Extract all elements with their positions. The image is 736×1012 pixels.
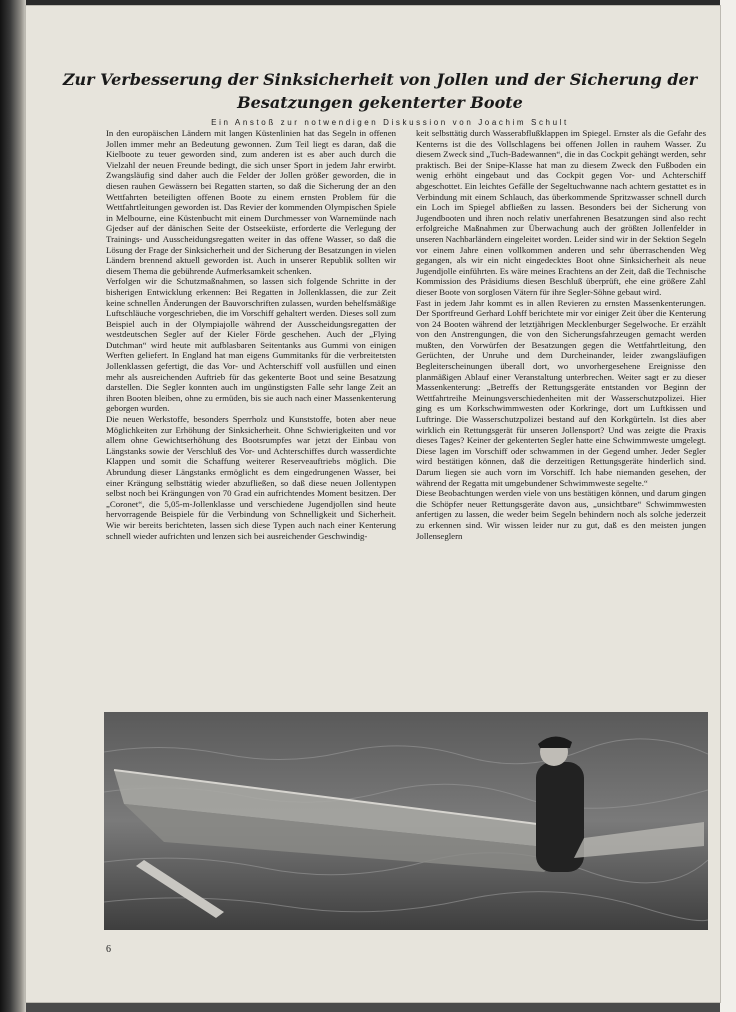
paragraph: In den europäischen Ländern mit langen Küstenlinien hat das Segeln in offenen Jollen immer mehr an Bedeutung gewonnen. Zum Teil liegt es daran, daß die Kielboote zu teuer geworden sind, zum anderen ist es aber auch durch die Vielzahl der neuen Freunde bedingt, die sich unser Sport in jedem Jahr erwirbt. Zwangsläufig sind daher auch die Felder der Jollen größer geworden, die in diesen rauhen Gewässern bei Regatten starten, so daß die Sicherung der an den Wettfahrten beteiligten offenen Boote zu einem ernsten Problem für die Wettfahrtleitungen geworden ist. Das Revier der kommenden Olympischen Spiele in Melbourne, eine Küstenbucht mit einem Durchmesser von Warnemünde nach Gjedser auf der dänischen Seite der Ostseeküste, erforderte die Verlegung der Trainings- und Ausscheidungsregatten weiter in das offene Wasser, so daß die Lösung der Frage der Sinksicherheit und der Sicherung der Besatzungen in vielen Ländern brennend aktuell geworden ist. Auch in unserer Republik sollten wir diesem Thema die gebührende Aufmerksamkeit schenken. bbox=[106, 128, 396, 276]
book-binding-edge bbox=[0, 0, 26, 1012]
text-column-right bbox=[416, 128, 706, 698]
paragraph: Die neuen Werkstoffe, besonders Sperrholz und Kunststoffe, boten aber neue Möglichkeiten zur Erhöhung der Sinksicherheit. Ohne Schwierigkeiten und vor allem ohne Gewichtserhöhung des Bootsrumpfes war jetzt der Einbau von Längstanks sowie der Verschluß des Vor- und Achterschiffes durch wasserdichte Klappen und somit die Schaffung weiterer Reserveauftriebs möglich. Die Abrundung dieser Längstanks ermöglicht es dem eingedrungenen Wasser, bei einer Krängung selbsttätig wieder abzufließen, so daß diese neuen Jollentypen selbst noch bei Krängungen von 70 Grad ein aufrichtendes Moment besitzen. Der „Coronet“, die 5,05-m-Jollenklasse und verschiedene Jugendjollen sind heute hervorragende Beispiele für die Verbindung von Schnelligkeit und Sicherheit. Wie wir bereits berichteten, lassen sich diese Typen auch nach einer Kenterung schnell wieder aufrichten und lenzen sich bei ausreichender Geschwindig- bbox=[106, 414, 396, 541]
paragraph: keit selbsttätig durch Wasserabflußklappen im Spiegel. Ernster als die Gefahr des Kenterns ist die des Vollschlagens bei offenen Jollen in rauhem Wasser. Zu diesem Zweck sind „Tuch-Badewannen“, die in das Cockpit gehängt werden, sehr praktisch. Bei der Snipe-Klasse hat man zu diesem Zweck den Fußboden ein wenig erhöht eingebaut und das Cockpit gegen Vor- und Achterschiff abgeschottet. Ein leichtes Gefälle der Segeltuchwanne nach achtern gestattet es in Verbindung mit einem Schlauch, das überkommende Spritzwasser schnell durch ein Loch im Spiegel abfließen zu lassen. Besonders bei der Sicherung von Jugendbooten und ihren noch relativ unerfahrenen Besatzungen sind also recht erfolgreiche Maßnahmen zur Überwachung auch der größten Jollenfelder in unseren Nachbarländern eingeleitet worden. Leider sind wir in der Sektion Segeln vor einem Jahre einen vollkommen anderen und sehr überraschenden Weg gegangen, als wir ein nicht eingedecktes Boot ohne Sinksicherheit als neue Jugendjolle einführten. Es wäre meines Erachtens an der Zeit, daß die Technische Kommission des Präsidiums diesen Beschluß überprüft, ehe eine größere Zahl dieser Boote von sorglosen Vätern für ihre Segler-Söhne gebaut wird. bbox=[416, 128, 706, 297]
article-subtitle: Ein Anstoß zur notwendigen Diskussion von Joachim Schult bbox=[211, 118, 569, 127]
article-title: Zur Verbesserung der Sinksicherheit von Jollen und der Sicherung der Besatzungen gekenterter Boote bbox=[62, 70, 698, 112]
capsized-dinghy-photo bbox=[104, 712, 708, 930]
paragraph: Verfolgen wir die Schutzmaßnahmen, so lassen sich folgende Schritte in der bisherigen Entwicklung erkennen: Bei Regatten in Jollenklassen, die zur Zeit keine schnellen Änderungen der Bauvorschriften zulassen, wurden behelfsmäßige Luftschläuche vorgeschrieben, die im Vorschiff gehaltert werden. Dieses soll zum Beispiel auch in der Olympiajolle während der Ausscheidungsregatten der westdeutschen Segler auf der Kieler Förde geschehen. Auch der „Flying Dutchman“ wird heute mit aufblasbaren Seitentanks aus Gummi von einigen Werften geliefert. In England hat man eigens Gummitanks für die verbreitetsten Jollenklassen gefertigt, die das Vor- und Achterschiff voll ausfüllen und einen mehr als ausreichenden Auftrieb für das gekenterte Boot und seine Besatzung darstellen. Die Segler konnten auch im ungünstigsten Falle sehr lange Zeit an ihren Booten bleiben, ohne zu ermüden, bis sie auch nach einer Massenkenterung geborgen wurden. bbox=[106, 276, 396, 414]
text-column-left bbox=[106, 128, 396, 698]
paragraph: Fast in jedem Jahr kommt es in allen Revieren zu ernsten Massenkenterungen. Der Sportfreund Gerhard Lohff berichtete mir vor einiger Zeit über die Kenterung von 24 Booten während der letztjährigen Mecklenburger Segelwoche. Er erzählt von den Anstrengungen, die von den Sicherungsfahrzeugen gemacht werden mußten, den Vorwürfen der Besatzungen gegen die Wettfahrtleitung, den Gerüchten, der Unruhe und dem Durcheinander, leider zwangsläufigen Begleiterscheinungen überall dort, wo unvorhergesehene Ereignisse den planmäßigen Ablauf einer Veranstaltung unterbrechen. Weiter sagt er zu dieser Massenkenterung: „Betreffs der Rettungsgeräte entstanden vor Beginn der Wettfahrtreihe Meinungsverschiedenheiten mit der Wasserschutzpolizei. Hier ging es um Korkschwimmwesten oder Korkringe, dort um Luftkissen und Luftringe. Die Wasserschutzpolizei bestand auf den Korkgürteln. Ist dies aber wirklich ein Rettungsgerät für unseren Jollensport? Und was zeigte die Praxis dieses Tages? Keiner der gekenterten Segler hatte eine Schwimmweste umgelegt. Diese lagen im Vorschiff oder schwammen in der Gegend umher. Jeder Segler wird bestätigen können, daß die derzeitigen Rettungsgeräte hinderlich sind. Darum liegen sie auch vorn im Vorschiff. Ich habe niemanden gesehen, der während der Regatta mit umgebundener Schwimmweste segelte.“ bbox=[416, 297, 706, 488]
paragraph: Diese Beobachtungen werden viele von uns bestätigen können, und darum gingen die Schöpfer neuer Rettungsgeräte davon aus, „unsichtbare“ Schwimmwesten anfertigen zu lassen, die weder beim Segeln behindern noch als solche jederzeit zu erkennen sind. Wir wissen leider nur zu gut, daß es den meisten jungen Jollenseglern bbox=[416, 488, 706, 541]
page-right-margin bbox=[720, 0, 736, 1012]
page-number: 6 bbox=[106, 944, 111, 955]
